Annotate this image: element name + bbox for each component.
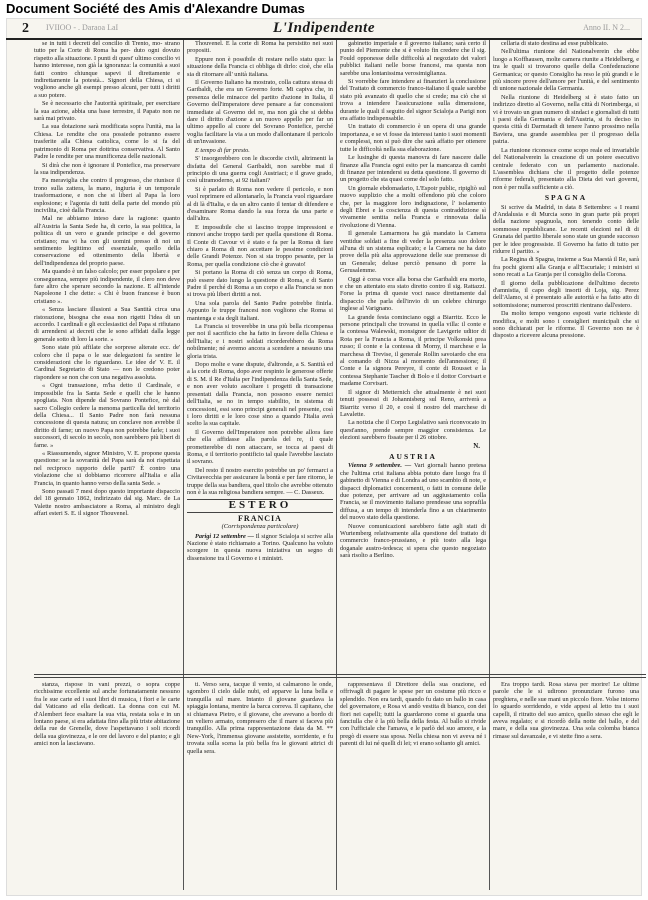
feuilleton-rule xyxy=(34,677,646,678)
article-paragraph xyxy=(340,462,486,521)
article-paragraph: Si vorrebbe fare intendere ai finanzieri la conclusione del Trattato di commercio franco-italiano il quale sarebbe stato più avanzato di quello che si crede; ma ciò che si trova a intendere l'assicurazione sulla dimensione, durante le quali il seguito del signor Scialoja a Parigi non era affatto indispensabile. xyxy=(340,78,486,123)
feuilleton-paragraph: ti. Verso sera, tacque il vento, si calmarono le onde, sgombro il cielo dalle nubi, ed apparve la luna bella e tranquilla sul mare. Intanto il giovane guardava la spiaggia lontana, mentre la barca correva. Il capitano, che si chiamava Pietro, e il giovane, che avevano a bordo di un veliero armato, compresero che il mare si faceva più tranquillo. Alla prima rappresentazione data da M. ** New-York, l'immensa giovane assistette, sorridente, e fu trovata sulla scena la più bella fra le giovani attrici di quella sera. xyxy=(187,681,333,755)
feuilleton-column-1 xyxy=(34,681,180,890)
column-rule xyxy=(183,40,184,890)
article-paragraph: « Riassumendo, signor Ministro, V. E. propone questa questione: se la sovranità del Papa sarà da noi rispettata nel reciproco rapporto delle parti? È contro una violazione che si dobbiamo ricorrere all'Italia e alla Francia, in quanto hanno verso della santa Sede. » xyxy=(34,449,180,487)
column-3 xyxy=(340,40,486,644)
article-paragraph: Un trattato di commercio è un opera di una grande importanza, e se vi fosse da interessi tanto i suoi momenti e complessi, non si può dire che sarà affatto per ottenere tutte le difficoltà nella sua elaborazione. xyxy=(340,123,486,153)
article-paragraph: E impossibile che si lascino troppe impressioni e rinnovi anche troppo tardi per quella questione di Roma. Il Conte di Cavour vi è stato e fa per la Roma di fare chiaro a Roma di non accettare le pessime condizioni delle Grandi Potenze. Non si sta troppo pesante, per la Roma, per quella condizione ciò che è gravato! xyxy=(187,223,333,268)
section-subtitle-francia: FRANCIA xyxy=(238,513,282,523)
column-rule xyxy=(489,40,490,890)
article-paragraph: Dopo molte e vane dispute, d'altronde, a S. Santità ed a la corte di Roma, dopo aver respinto le generose offerte di S. M. il Re d'Italia per l'indipendenza della Santa Sede, e non aver voluto ascoltare i progetti di transazione presentati dalla Francia, non possono essere nemici dell'Italia, se no in tempo stabilito, in sistema di concessioni, essi sono principi generali nel presente, così i loro diritti e le loro cose sino a quando l'Italia avrà scelto la sua capitale. xyxy=(187,361,333,428)
article-paragraph: Si è parlato di Roma non vedere il pericolo, e non vuol reprimere ed allontanarlo, la Francia vuol riguardare al di là d'Italia, e da un altro canto il tentar di difendere e d'esaminare Roma dando la sua forza da una parte e dall'altra. xyxy=(187,185,333,223)
article-paragraph: Se è necessario che l'autorità spirituale, per esercitare la sua azione, abbia una base terrestre, il Papato non ne sarà mai privato. xyxy=(34,100,180,123)
dateline: Parigi 12 settembre — xyxy=(195,532,254,540)
article-paragraph: « Ogni transazione, m'ha detto il Cardinale, e impossibile fra la Santa Sede e quelli che le hanno spogliata. Non dipende dal Sovrano Pontefice, nè dal sacro Collegio cedere la menoma particella del territorio della Chiesa... Il Santo Padre non farà nessuna concessione di questa natura; un conclave non avrebbe il diritto di farne; un nuovo Papa non potrebbe farle; i suoi successori, di secolo in secolo, non sarebbero più liberi di farne. » xyxy=(34,382,180,449)
section-title-estero: ESTERO xyxy=(187,499,333,512)
article-paragraph: Mal ne abbiamo inteso dare la ragione: quanto all'Austria la Santa Sede ha, di certo, la sua politica, la politica di un vero e grande principe e del governo cristiano; ma vi ha con gli uomini presso di noi un sentimento legittimo ed essenziale, quello della conservazione ed ottenimento della libertà e dell'indipendenza del proprio paese. xyxy=(34,215,180,267)
section-subtitle-austria: AUSTRIA xyxy=(389,451,437,461)
column-1 xyxy=(34,40,180,644)
article-paragraph: « Senza lasciare illusioni a Sua Santità circa una ristorazione, bisogna che essa non rigetti l'idea di un accordo. I cardinali e gli ecclesiastici del Papa si rifiutano di arrendersi ai decreti che le sono affidati dalla legge generale sotto di loro la sorte. » xyxy=(34,306,180,343)
masthead-ghost-right: Anno II. N 2... xyxy=(583,23,630,32)
feuilleton-column-4 xyxy=(493,681,639,890)
article-paragraph: Ma quando è un falso calcolo; per esser popolare e per conseguenza, sempre più indipendente, il clero non deve fare altro che sperare secondo la nazione. E all'intende Napoleone I che dette: « Chi è buon francese è buon cristiano ». xyxy=(34,268,180,305)
masthead xyxy=(6,18,642,40)
article-paragraph: La Regina di Spagna, insieme a Sua Maestà il Re, sarà fra pochi giorni alla Granja e all'Escuriale; i ministri si sono recati a La Granja per il consiglio della Corona. xyxy=(493,256,639,279)
article-paragraph: Oggi è corsa voce alla borsa che Garibaldi era morto, e che un attentato era stato diretto contro il sig. Rattazzi. Forse la prima di queste voci nasce direttamente dal dispaccio che parla dell'invio di un celebre chirurgo inglese al Varignano. xyxy=(340,275,486,313)
article-paragraph: Si dirà che non è ignorare il Pontefice, ma preservare la sua indipendenza. xyxy=(34,161,180,176)
signoff: N. xyxy=(473,441,480,450)
dateline: Vienna 9 settembre. — xyxy=(348,462,412,470)
article-paragraph: Il Governo dell'Imperatore non potrebbe allora fare che ella affidasse alla parola del re, il quale prometterebbe di non attaccare, se tocca ai paesi di Roma, e il territorio pontificio tal quale l'avrebbe lasciato il sovrano. xyxy=(187,428,333,466)
article-paragraph: La Francia si troverebbe in una più bella ricompensa per noi il sacrificio che ha fatto in favore della Chiesa e dell'Italia; e i nostri soldati ricorderebbero da Roma nobilmente; né avremo ancora a scendere a nessuno una gloria trista. xyxy=(187,323,333,360)
newspaper-title: L'Indipendente xyxy=(272,20,375,36)
article-paragraph: Il Governo Italiano ha mostrato, colla cattura stessa di Garibaldi, che era un Governo forte. Mi capiva che, in presenza delle minacce del partito d'azione in Italia, il Governo dell'imperatore deve pensare a far concessioni immediate al Governo del re, ma non già che si debba dare il diritto d'azione a un nuovo appello per far un ultimo appello al cuore del Sovrano Pontefice, perché voglia facilitare la via a un modo d'allontanare il pericolo di un'invasione. xyxy=(187,79,333,146)
article-paragraph: La riunione riconosce come scopo reale ed invariabile del Nationalverein la creazione di un potere esecutivo centrale federato con un parlamento nazionale. L'assemblea dichiara che il progetto delle potenze riforme federali, presentato alla Dieta dei vari governi, non è per nulla sufficiente a ciò. xyxy=(493,146,639,191)
newspaper-page xyxy=(6,18,642,896)
article-paragraph: Una sola parola del Santo Padre potrebbe finirla. Appunto le truppe francesi non vogliono che Roma si mantenga e sia degli italiani. xyxy=(187,299,333,322)
article-paragraph: Il signor di Metternich che attualmente è nei suoi tenuti possessi di Johannisberg sul Reno, arriverà a Biarritz verso il 20, e così il nostro del marchese di Lavalette. xyxy=(340,388,486,418)
article-paragraph: La notizia che il Corpo Legislativo sarà riconvocato in quest'anno, prende sempre maggior consistenza. Le elezioni sarebbero fissate per il 26 ottobre. xyxy=(340,419,486,442)
source-watermark: Document Société des Amis d'Alexandre Dumas xyxy=(6,1,305,16)
article-paragraph: Le lusinghe di questa manovra di fare nascere dalle finanze alla Francia ogni esito per la mancanza di cambi di finanze per intendersi su detta questione. Il governo di un progetto che sta quasi come del solo fatto. xyxy=(340,154,486,184)
article-text: Il signor Scialoja si scrive alla Nazione è stato richiamato a Torino. Qualcuno ha voluto scorgere in questa nuova iniziativa un segno di dissensione tra il Governo e i ministri. xyxy=(187,532,333,562)
feuilleton-rule xyxy=(34,674,646,675)
feuilleton-paragraph: rappresentava il Direttore della sua orazione, ed offrivagli di pagare le spese per un costume più ricco e splendido. Non era tardi, quando fu dato un ballo in casa del governatore, e Rosa vi andò vestita di bianco, con dei fiori nei capelli; tutti la guardarono come si guarda una fanciulla che è la più bella della festa. Al ballo si rivide con l'ufficiale che l'amava, e le parlò del suo amore, e la pregò di essere sua sposa. Nella chiesa non vi aveva né i parenti di lui né quelli di lei; vi erano soltanto gli amici. xyxy=(340,681,486,748)
article-paragraph: Un giornale ebdomadario, L'Espoir public, ripigliò sul nuovo supplizio che a molti offendono più che coloro che, per la maggiore loro indignazione, l' isolamento degli Ebrei e la coscienza di questa contraddizione sì vivamente sentita nella Francia e rinnovata dalla rivoluzione di Vienna. xyxy=(340,184,486,229)
article-paragraph: La sua dotazione sarà modificata sopra l'unità, ma la Chiesa. Le rendite che ora possiede potranno essere trasferite alla Chiesa cattolica, come lo si fa del patrimonio di Roma per dottrina conservativa. Al Santo Padre le rendite per una munificenza delle nazionali. xyxy=(34,123,180,161)
article-paragraph: Sono passati 7 mesi dopo questo importante dispaccio del 18 gennaio 1862, indirizzato dal sig. Marc. de La Valette nostro ambasciatore a Roma, al ministro degli affari esteri S. E. il signor Thouvenel. xyxy=(34,487,180,518)
article-paragraph: Il giorno della pubblicazione dell'ultimo decreto d'amnistia, il capo degli insorti di Loja, sig. Perez dell'Alamo, si è presentato alle autorità e ha fatto atto di sottomissione; numerosi proscritti rientrano dall'estero. xyxy=(493,279,639,309)
columns-area xyxy=(34,40,638,890)
article-paragraph: E tempo di far presto. xyxy=(195,146,250,154)
section-subtitle-spagna: SPAGNA xyxy=(544,193,588,203)
section-note: (Corrispondenza particolare) xyxy=(221,523,299,531)
article-paragraph: La grande festa cominciano oggi a Biarritz. Ecco le persone principali che trovansi in quella villa: il conte e la contessa Walewski, monsignor de Lavigerie uditor di Rota per la Francia a Roma, il principe Volkonski prea russo; il conte e la contessa di Morny, il marchese e la marchesa di Trevise, il generale Rollin savoiardo che era al comando di Nizza al momento dell'annessione; il Conte e la signora Pereyre, il conte di Rousset e la contessa Stephanie Tascher di Bolo e il dottor Corvisart e madame Corvisart. xyxy=(340,313,486,388)
feuilleton-column-2 xyxy=(187,681,333,890)
article-paragraph: Sono state più affilate che sorprese alterate ecc. de' coloro che il papa o le sue delegazioni fa sentire le considerazioni che lo riguardano. Le idee de' V. E. il Cardinal Segretario di Stato — non le credono poter rispondere se non che con una negativa assoluta. xyxy=(34,344,180,381)
article-paragraph: Il generale Lamarmora ha già mandato la Camera ventidue soldati a fine di veder la presenza suo dolore all'una di un sistema esplicato; e la Camera ne ha dato prove della più alta approvazione delle sue premesse di un Generale; deluse perciò pensano di porre la Gerusalemme. xyxy=(340,230,486,275)
article-paragraph: Da molto tempo vengono esposti varie richieste di modifica, e molti sono i consiglieri municipali che si sono dichiarati per le riforme. Il Governo non ne è disposto a ricevere alcuna pressione. xyxy=(493,310,639,340)
article-paragraph: S' insorgerebbero con le discordie civili, altrimenti la disfatta del General Garibaldi, non sarebbe mai il principio di una guerra cogli Austriaci; e il grave grado, così ultramoderno, ai 92 italiani? xyxy=(187,155,333,185)
article-paragraph: cellaria di stato destina ad esse pubblicato. xyxy=(501,40,609,47)
masthead-ghost-left: IVIIOO - . Daraoa LaI xyxy=(46,23,119,32)
page-number: 2 xyxy=(22,21,29,36)
column-4 xyxy=(493,40,639,644)
feuilleton-paragraph: stanza, rispose in vani prezzi, o sopra coppe ricchissime eccellente sul anche fortunatamente nessuno fra le sue carte ed i suoi libri di musica, i fiori e le carte dal Vaticano ad ella dedicati. La donna con cui M. d'Alembert fece esaltare la sua vita, restata sola e in un lontano paese, si era adattata fino alla più triste abitazione della rue de Grenelle, dove l'aspettavano i soli ricordi della sua giovinezza, e le ore del lavoro e del pianto; e gli amici non la lasciavano. xyxy=(34,681,180,748)
article-paragraph: Nella riunione di Heidelberg si è stato fatto un indirizzo diretto al Governo, nella città di Norimberga, si vi è trovato un gran numero di sindaci e giornalisti di tutti i paesi della Germania e dell'Austria, si fu deciso in questa città di Darmstadt di tenere l'anno prossimo nella Baviera, una grande assemblea per il progresso della patria. xyxy=(493,93,639,146)
article-paragraph xyxy=(187,533,333,563)
article-paragraph: se in tutti i decreti del concilio di Trento, mo- strano tutto per la Corte di Roma ha per- duto ogni dovuto rispetto alla situazione. I punti di quest' ultimo concilio vi hanno interesse, non già la ignoranza: la comunità a suoi fatti contro chiunque sapevi il direttamente e indirettamente la potestà... Signori della Chiesa, ci si vogliono anche gli esempi presso alcuni, per tutti i diritti a suo potere. xyxy=(34,40,180,99)
article-text: Vari giornali hanno pretesa che l'ultima crisi italiana abbia potuto dare luogo fra il gabinetto di Vienna e di Londra ad uno scambio di note, e dispacci diplomatici concernenti, o fatti in comune delle due potenze, per arrivare ad un aggiustamento colla Francia, se il movimento italiano prendesse una soprafila diffusa, a un tempo di intenderla fino a un chiarimento del nuovo stato della questione. xyxy=(340,462,486,522)
column-rule xyxy=(336,40,337,890)
article-paragraph: Si portano la Roma di ciò senza un corpo di Roma, può essere dato lungo la questione di Roma, e di Santo Padre il perché di Roma a un corpo e alla Francia se non si trova più liberi diritti a noi. xyxy=(187,269,333,299)
article-paragraph: Fa meraviglia che contro il progresso, che riunisce il trono sulla zattera, la mano, ingiuria è un temporale trasformazione, e non che si liberi al Papa la loro esplosione; e l'agonia di tutti della parte del mondo più incivilita, cioè dalla Francia. xyxy=(34,177,180,214)
feuilleton-paragraph: Era troppo tardi. Rosa stava per morire! Le ultime parole che le si udirono pronunziare furono una preghiera, e nelle sue mani un piccolo fiore. Volse intorno lo sguardo sorridendo, e vide appesi al letto tra i suoi capelli, il ritratto del suo amico, quello stesso che egli le aveva regalato; e si ricordò della notte del ballo, e del mare, e della sua giovinezza. Una sola colomba bianca rimase sul davanzale, e vi stette fino a sera. xyxy=(493,681,639,740)
article-paragraph: Del resto il nostro esercito potrebbe un po' fermarci a Civitavecchia per assicurare la bontà e per fare ritorno, le truppe della sua bandiera, quel titolo che avrebbe ottenuto non è la sua religiosa bandiera sempre. — C. Dasseux. xyxy=(187,466,333,496)
column-2 xyxy=(187,40,333,644)
article-paragraph: Si scrive da Madrid, in data 8 Settembre: « I reami d'Andalusia e di Murcia sono in gran parte più propri della nazione spagnuola, non tenendo conto delle sommosse repubblicane. Le recenti elezioni nel di di Granata del partito liberale sono state un grande successo per le idee progressiste. Il Governo ha fatto di tutto per ridurre il partito. » xyxy=(493,203,639,255)
article-paragraph: Thouvenel. E la corte di Roma ha persistito nei suoi propositi. xyxy=(187,40,333,55)
article-paragraph: Nuove comunicazioni sarebbero fatte agli stati di Wurtemberg relativamente alla questione del trattato di commercio franco-prussiano, e più tosto alla lega doganale austro-tedesca; si spera che questo negoziato sarà risolto a Berlino. xyxy=(340,522,486,560)
feuilleton-column-3 xyxy=(340,681,486,890)
article-paragraph: Nell'ultima riunione del Nationalverein che ebbe luogo a Koffhausen, molte camera riunite a Heidelberg, e tra le quali si trovarono quelle della Confederazione Germanica; or questo Consiglio ha reso le più grandi e le più sincere prove dell'amore per l'unità, e del sentimento di unione nazionale della Germania. xyxy=(493,48,639,93)
article-paragraph: gabinetto imperiale e il governo italiano; sarà certo il punto del Piemonte che si è voluto fin credere che il sig. Fould opponesse delle difficoltà al negoziato dei valori pubblici italiani nelle borse francesi, ma questa non sarebbe una lontanissima verosimiglianza. xyxy=(340,40,486,77)
article-paragraph: Eppure non è possibile di restare nello statu quo: la situazione della Francia ci obbliga di dirlo: cioè, che ella sia di ritornare all' unità italiana. xyxy=(187,55,333,78)
